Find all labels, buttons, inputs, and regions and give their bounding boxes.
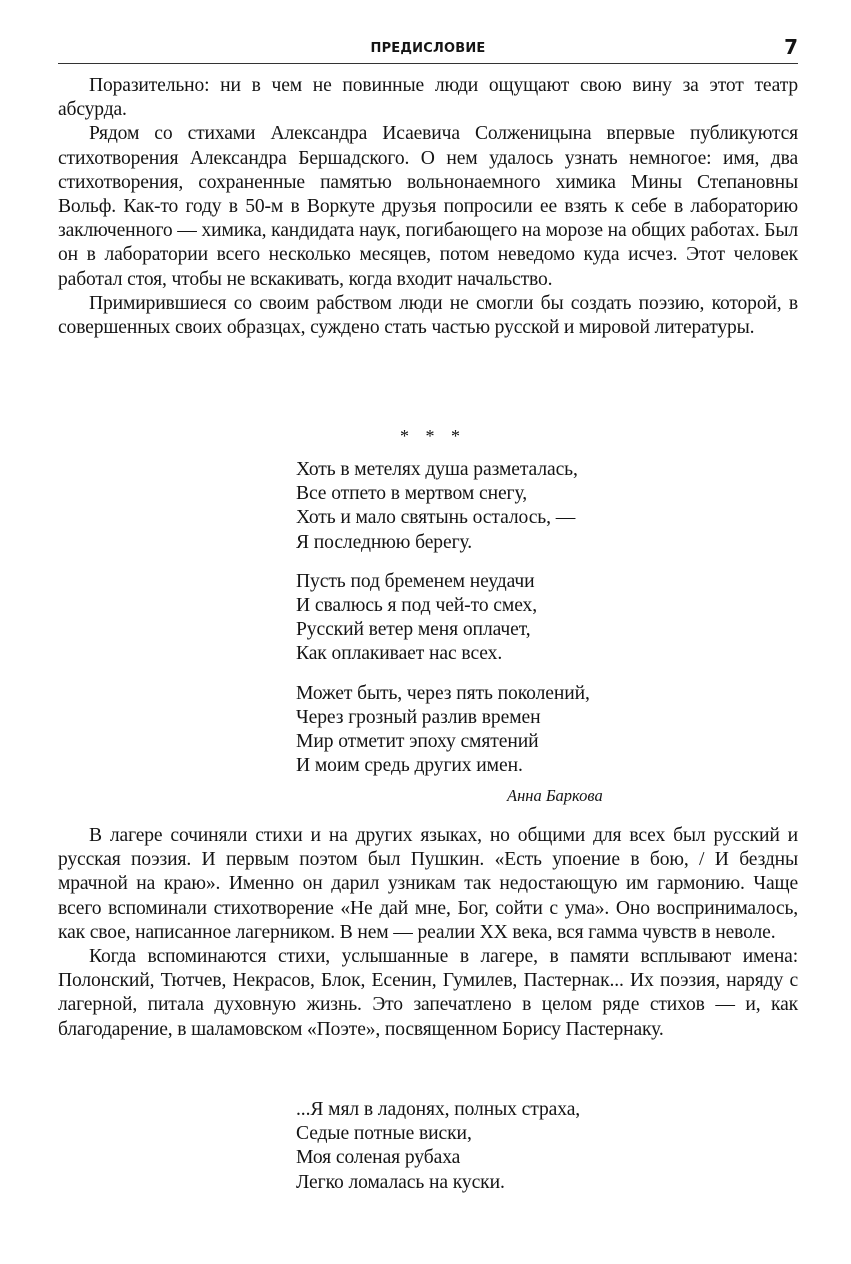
poem-line: Через грозный разлив времен — [296, 706, 541, 728]
poem-author: Анна Баркова — [507, 786, 603, 805]
paragraph: Примирившиеся со своим рабством люди не смогли бы создать поэзию, которой, в совершенных своих образцах, суждено стать частью русской и мировой литературы. — [58, 292, 798, 339]
poem-line: Пусть под бременем неудачи — [296, 570, 535, 592]
poem-shalamov-excerpt — [296, 1098, 580, 1210]
poem-line: Моя соленая рубаха — [296, 1147, 461, 1169]
poem-line: Русский ветер меня оплачет, — [296, 619, 531, 641]
paragraph: Поразительно: ни в чем не повинные люди ощущают свою вину за этот театр абсурда. — [58, 75, 798, 121]
poem-stanza — [296, 458, 590, 555]
poem-line: Я последнюю берегу. — [296, 531, 473, 553]
poem-line: Все отпето в мертвом снегу, — [296, 483, 528, 505]
running-header — [58, 35, 798, 64]
poem-stanza — [296, 1098, 580, 1195]
poem-line: Легко ломалась на куски. — [296, 1171, 505, 1193]
page-number: 7 — [784, 35, 798, 59]
poem-line: Как оплакивает нас всех. — [296, 643, 503, 665]
paragraph: Когда вспоминаются стихи, услышанные в лагере, в памяти всплывают имена: Полонский, Тютчев, Некрасов, Блок, Есенин, Гумилев, Пастернак... Их поэзия, наряду с лагерной, питала духовную жизнь. Это запечатлено в целом ряде стихов — и, как благодарение, в шаламовском «Поэте», посвященном Борису Пастернаку. — [58, 946, 798, 1040]
poem-line: И свалюсь я под чей-то смех, — [296, 595, 538, 617]
poem-line: Мир отметит эпоху смятений — [296, 731, 539, 753]
poem-line: Хоть и мало святынь осталось, — — [296, 507, 576, 529]
poem-barkova — [296, 458, 590, 793]
running-title: ПРЕДИСЛОВИЕ — [370, 41, 486, 56]
poem-line: ...Я мял в ладонях, полных страха, — [296, 1099, 581, 1120]
poem-line: Седые потные виски, — [296, 1123, 472, 1145]
paragraph: В лагере сочиняли стихи и на других языках, но общими для всех был русский и русская поэзия. И первым поэтом был Пушкин. «Есть упоение в бою, / И бездны мрачной на краю». Именно он дарил узникам так недостающую им гармонию. Чаще всего вспоминали стихотворение «Не дай мне, Бог, сойти с ума». Оно воспринималось, как свое, написанное лагерником. В нем — реалии XX века, вся гамма чувств в неволе. — [58, 825, 798, 943]
poem-line: Хоть в метелях душа разметалась, — [296, 459, 578, 480]
paragraph: Рядом со стихами Александра Исаевича Солженицына впервые публикуются стихотворения Александра Бершадского. О нем удалось узнать немногое: имя, два стихотворения, сохраненные памятью вольнонаемного химика Мины Степановны Вольф. Как-то году в 50-м в Воркуте друзья попросили ее взять к себе в лабораторию заключенного — химика, кандидата наук, погибающего на морозе на общих работах. Был он в лаборатории всего несколько месяцев, потом неведомо куда исчез. Этот человек работал стоя, чтобы не вскакивать, когда входит начальство. — [58, 123, 798, 290]
poem-line: И моим средь других имен. — [296, 755, 523, 777]
poem-line: Может быть, через пять поколений, — [296, 682, 590, 704]
poem-stanza — [296, 682, 590, 779]
poem-stanza — [296, 570, 590, 667]
prose-block-before-poem — [58, 74, 798, 340]
section-separator: * * * — [400, 426, 466, 446]
prose-block-after-poem — [58, 824, 798, 1042]
